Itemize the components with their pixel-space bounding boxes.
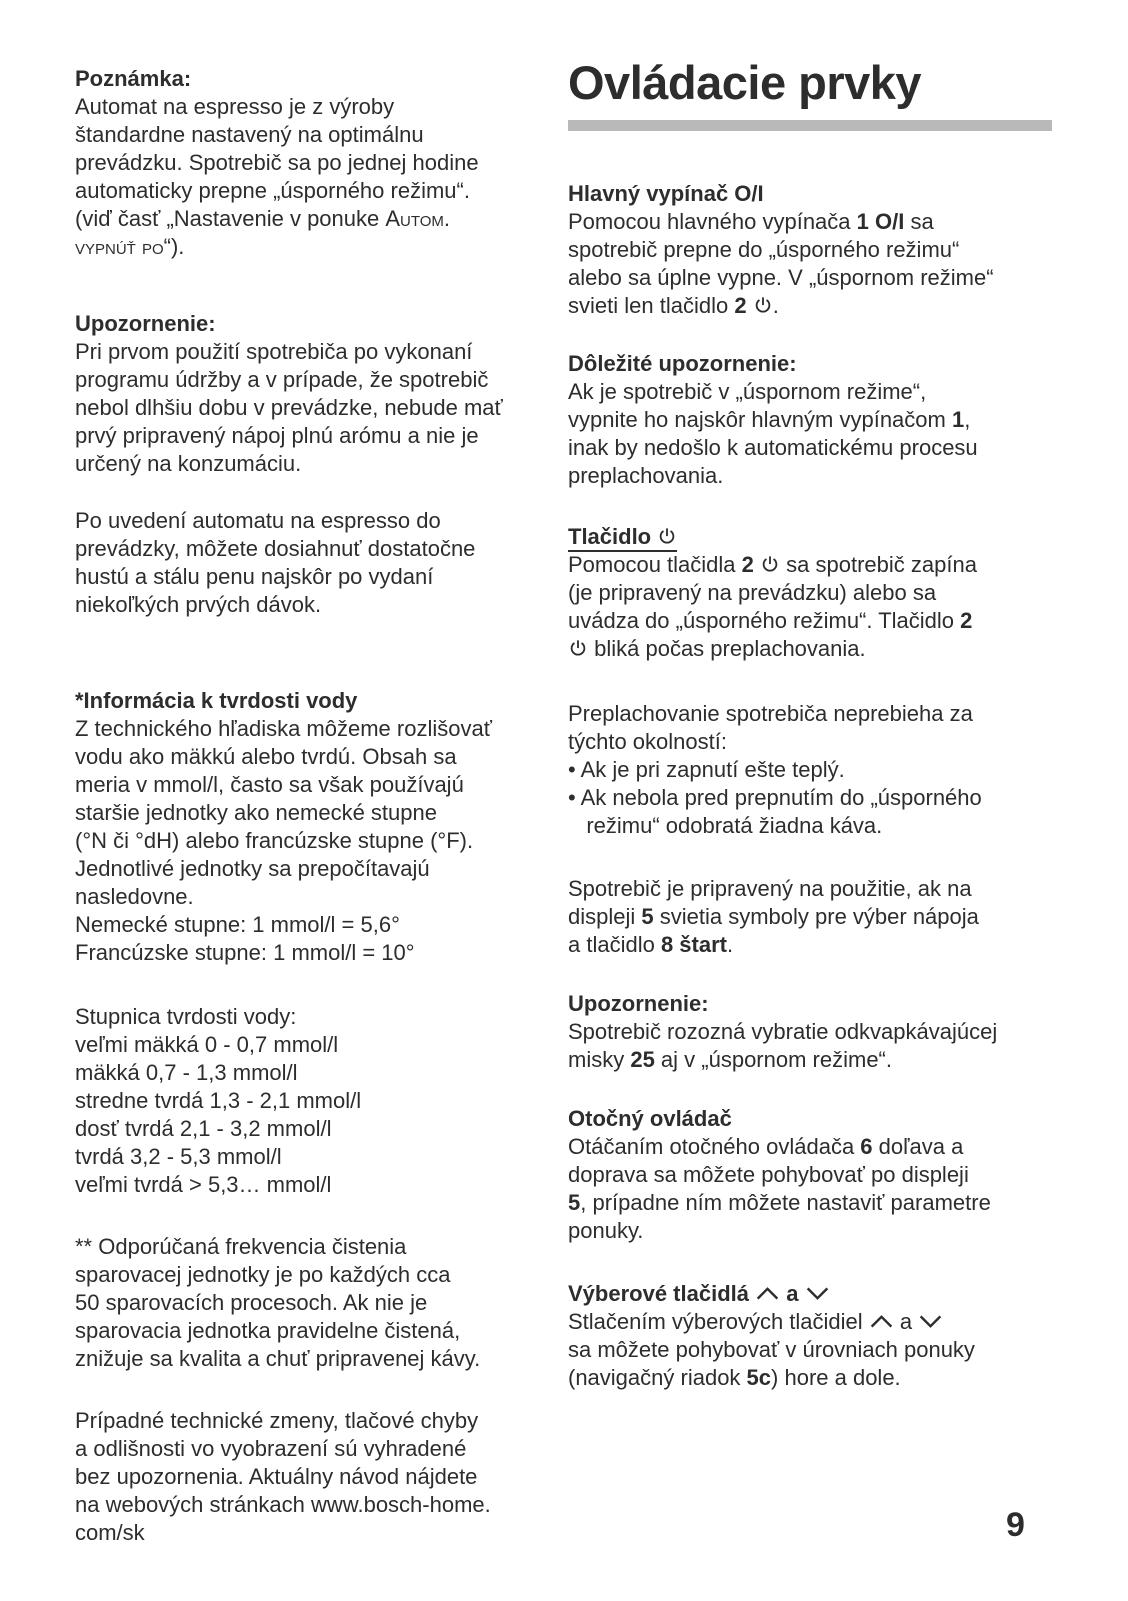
text-run: (je pripravený na prevádzku) alebo sa	[568, 580, 937, 605]
power-icon	[568, 639, 588, 659]
text-run: Pomocou tlačidla	[568, 552, 742, 577]
water-hardness-paragraph	[75, 715, 533, 967]
text-run: štandardne nastavený na optimálnu	[75, 122, 424, 147]
page-title: Ovládacie prvky	[568, 56, 922, 109]
text-run: doľava a	[872, 1134, 964, 1159]
text-run: , prípadne ním môžete nastaviť parametre	[580, 1190, 991, 1215]
text-run: a	[780, 1281, 805, 1306]
text-run: dosť tvrdá 2,1 - 3,2 mmol/l	[75, 1116, 332, 1141]
text-run: .	[772, 293, 779, 318]
chevron-up-icon	[755, 1286, 780, 1301]
rinsing-paragraph	[568, 700, 1052, 840]
text-run: Pri prvom použití spotrebiča po vykonaní	[75, 339, 473, 364]
left-column	[75, 65, 533, 1547]
text-run: a odlišnosti vo vyobrazení sú vyhradené	[75, 1436, 467, 1461]
main-switch-paragraph	[568, 208, 1052, 320]
text-run: 6	[860, 1134, 873, 1159]
text-run: stredne tvrdá 1,3 - 2,1 mmol/l	[75, 1088, 362, 1113]
text-run: Automat na espresso je z výroby	[75, 94, 395, 119]
note-paragraph	[75, 93, 533, 261]
text-run: Preplachovanie spotrebiča neprebieha za	[568, 701, 973, 726]
rotary-knob-heading	[568, 1105, 1052, 1133]
text-run: veľmi tvrdá > 5,3… mmol/l	[75, 1172, 332, 1197]
text-run: niekoľkých prvých dávok.	[75, 592, 322, 617]
text-run: Otáčaním otočného ovládača	[568, 1134, 861, 1159]
text-run: Výberové tlačidlá	[568, 1281, 756, 1306]
text-run: mäkká 0,7 - 1,3 mmol/l	[75, 1060, 298, 1085]
text-run: “).	[163, 234, 185, 259]
text-run: 2	[734, 293, 747, 318]
text-run: spotrebič prepne do „úsporného režimu“	[568, 237, 960, 262]
text-run: Autom.	[385, 206, 451, 231]
text-run: alebo sa úplne vypne. V „úspornom režime“	[568, 265, 994, 290]
text-run: (navigačný riadok	[568, 1365, 747, 1390]
text-run: *Informácia k tvrdosti vody	[75, 688, 358, 713]
title-accent-bar	[568, 120, 1052, 131]
text-run: prevádzky, môžete dosiahnuť dostatočne	[75, 536, 476, 561]
text-run: 2	[741, 552, 754, 577]
warning-heading	[75, 310, 533, 338]
text-run: sa	[904, 209, 934, 234]
chevron-down-icon	[918, 1314, 943, 1329]
text-run: (°N či °dH) alebo francúzske stupne (°F).	[75, 828, 474, 853]
text-run: uvádza do „úsporného režimu“. Tlačidlo	[568, 608, 961, 633]
text-run: určený na konzumáciu.	[75, 451, 302, 476]
text-run: vodu ako mäkkú alebo tvrdú. Obsah sa	[75, 744, 457, 769]
power-icon	[753, 296, 773, 316]
text-run: meria v mmol/l, často sa však používajú	[75, 772, 464, 797]
text-run: režimu“ odobratá žiadna káva.	[568, 813, 883, 838]
selection-buttons-paragraph	[568, 1308, 1052, 1392]
page-number: 9	[1006, 1506, 1025, 1544]
text-run: Hlavný vypínač O/I	[568, 181, 764, 206]
text-run: Spotrebič rozozná vybratie odkvapkávajúcej	[568, 1019, 998, 1044]
text-run: 8 štart	[660, 932, 727, 957]
text-run: znižuje sa kvalita a chuť pripravenej kávy.	[75, 1346, 481, 1371]
text-run: sparovacia jednotka pravidelne čistená,	[75, 1318, 461, 1343]
rotary-knob-paragraph	[568, 1133, 1052, 1245]
text-run: staršie jednotky ako nemecké stupne	[75, 800, 437, 825]
underline-wrap	[568, 524, 677, 552]
note2-paragraph	[568, 1018, 1052, 1074]
text-run: týchto okolností:	[568, 729, 727, 754]
text-run: sparovacej jednotky je po každých cca	[75, 1262, 451, 1287]
text-run: bez upozornenia. Aktuálny návod nájdete	[75, 1464, 478, 1489]
text-run: Nemecké stupne: 1 mmol/l = 5,6°	[75, 912, 400, 937]
main-switch-heading	[568, 180, 1052, 208]
text-run: 2	[960, 608, 973, 633]
text-run: displeji	[568, 904, 642, 929]
ready-paragraph	[568, 875, 1052, 959]
text-run: • Ak je pri zapnutí ešte teplý.	[568, 757, 845, 782]
text-run: .	[727, 932, 734, 957]
text-run: 5	[641, 904, 654, 929]
text-run: veľmi mäkká 0 - 0,7 mmol/l	[75, 1032, 339, 1057]
warning-paragraph	[75, 338, 533, 478]
note2-heading	[568, 990, 1052, 1018]
text-run: Francúzske stupne: 1 mmol/l = 10°	[75, 940, 415, 965]
chevron-down-icon	[805, 1286, 830, 1301]
power-icon	[760, 555, 780, 575]
text-run: Spotrebič je pripravený na použitie, ak na	[568, 876, 972, 901]
text-run: 5c	[746, 1365, 772, 1390]
text-run: Stupnica tvrdosti vody:	[75, 1004, 297, 1029]
text-run: automaticky prepne „úsporného režimu“.	[75, 178, 470, 203]
text-run: Z technického hľadiska môžeme rozlišovať	[75, 716, 492, 741]
text-run: tvrdá 3,2 - 5,3 mmol/l	[75, 1144, 282, 1169]
text-run: ** Odporúčaná frekvencia čistenia	[75, 1234, 407, 1259]
text-run: Pomocou hlavného vypínača	[568, 209, 857, 234]
text-run: ponuky.	[568, 1218, 644, 1243]
text-run: 1	[951, 407, 965, 432]
text-run: prevádzku. Spotrebič sa po jednej hodine	[75, 150, 479, 175]
text-run: ,	[964, 407, 971, 432]
text-run: nebol dlhšiu dobu v prevádzke, nebude mať	[75, 395, 503, 420]
important-note-paragraph	[568, 378, 1052, 490]
power-button-heading	[568, 523, 1052, 551]
power-button-paragraph	[568, 551, 1052, 663]
text-run: bliká počas preplachovania.	[588, 636, 866, 661]
text-run: sa môžete pohybovať v úrovniach ponuky	[568, 1337, 975, 1362]
text-run: 25	[630, 1047, 655, 1072]
text-run: Jednotlivé jednotky sa prepočítavajú	[75, 856, 430, 881]
text-run: inak by nedošlo k automatickému procesu	[568, 435, 978, 460]
text-run: Ak je spotrebič v „úspornom režime“,	[568, 379, 927, 404]
text-run: (viď časť „Nastavenie v ponuke	[75, 206, 386, 231]
text-run: svietia symboly pre výber nápoja	[653, 904, 979, 929]
water-hardness-heading	[75, 687, 533, 715]
power-icon	[657, 527, 677, 547]
text-run: aj v „úspornom režime“.	[654, 1047, 892, 1072]
text-run: doprava sa môžete pohybovať po displeji	[568, 1162, 969, 1187]
text-run: prvý pripravený nápoj plnú arómu a nie je	[75, 423, 479, 448]
text-run: preplachovania.	[568, 463, 724, 488]
text-run: Upozornenie:	[75, 311, 216, 336]
hardness-scale-paragraph	[75, 1003, 533, 1199]
text-run: Po uvedení automatu na espresso do	[75, 508, 441, 533]
text-run: hustú a stálu penu najskôr po vydaní	[75, 564, 434, 589]
text-run: Prípadné technické zmeny, tlačové chyby	[75, 1408, 479, 1433]
text-run: Otočný ovládač	[568, 1106, 732, 1131]
text-run: vypnite ho najskôr hlavným vypínačom	[568, 407, 952, 432]
cleaning-frequency-paragraph	[75, 1233, 533, 1373]
text-run: • Ak nebola pred prepnutím do „úsporného	[568, 785, 982, 810]
text-run: Stlačením výberových tlačidiel	[568, 1309, 869, 1334]
text-run: 50 sparovacích procesoch. Ak nie je	[75, 1290, 428, 1315]
important-note-heading	[568, 350, 1052, 378]
text-run: 1 O/I	[856, 209, 905, 234]
text-run: na webových stránkach www.bosch-home.	[75, 1492, 491, 1517]
disclaimer-paragraph	[75, 1407, 533, 1547]
text-run: com/sk	[75, 1520, 145, 1545]
right-column	[568, 58, 1052, 1392]
text-run: Upozornenie:	[568, 991, 709, 1016]
text-run: a tlačidlo	[568, 932, 661, 957]
foam-paragraph	[75, 507, 533, 619]
text-run: Poznámka:	[75, 66, 192, 91]
selection-buttons-heading	[568, 1280, 1052, 1308]
text-run: a	[893, 1309, 919, 1334]
text-run: ) hore a dole.	[771, 1365, 901, 1390]
right-column-blocks	[568, 180, 1052, 1392]
text-run: Dôležité upozornenie:	[568, 351, 797, 376]
text-run: misky	[568, 1047, 631, 1072]
text-run: nasledovne.	[75, 884, 194, 909]
note-heading	[75, 65, 533, 93]
text-run: 5	[568, 1190, 581, 1215]
text-run: vypnúť po	[75, 234, 164, 259]
text-run: Tlačidlo	[568, 524, 658, 549]
chevron-up-icon	[869, 1314, 894, 1329]
text-run: svieti len tlačidlo	[568, 293, 735, 318]
text-run: sa spotrebič zapína	[780, 552, 977, 577]
text-run: programu údržby a v prípade, že spotrebič	[75, 367, 489, 392]
